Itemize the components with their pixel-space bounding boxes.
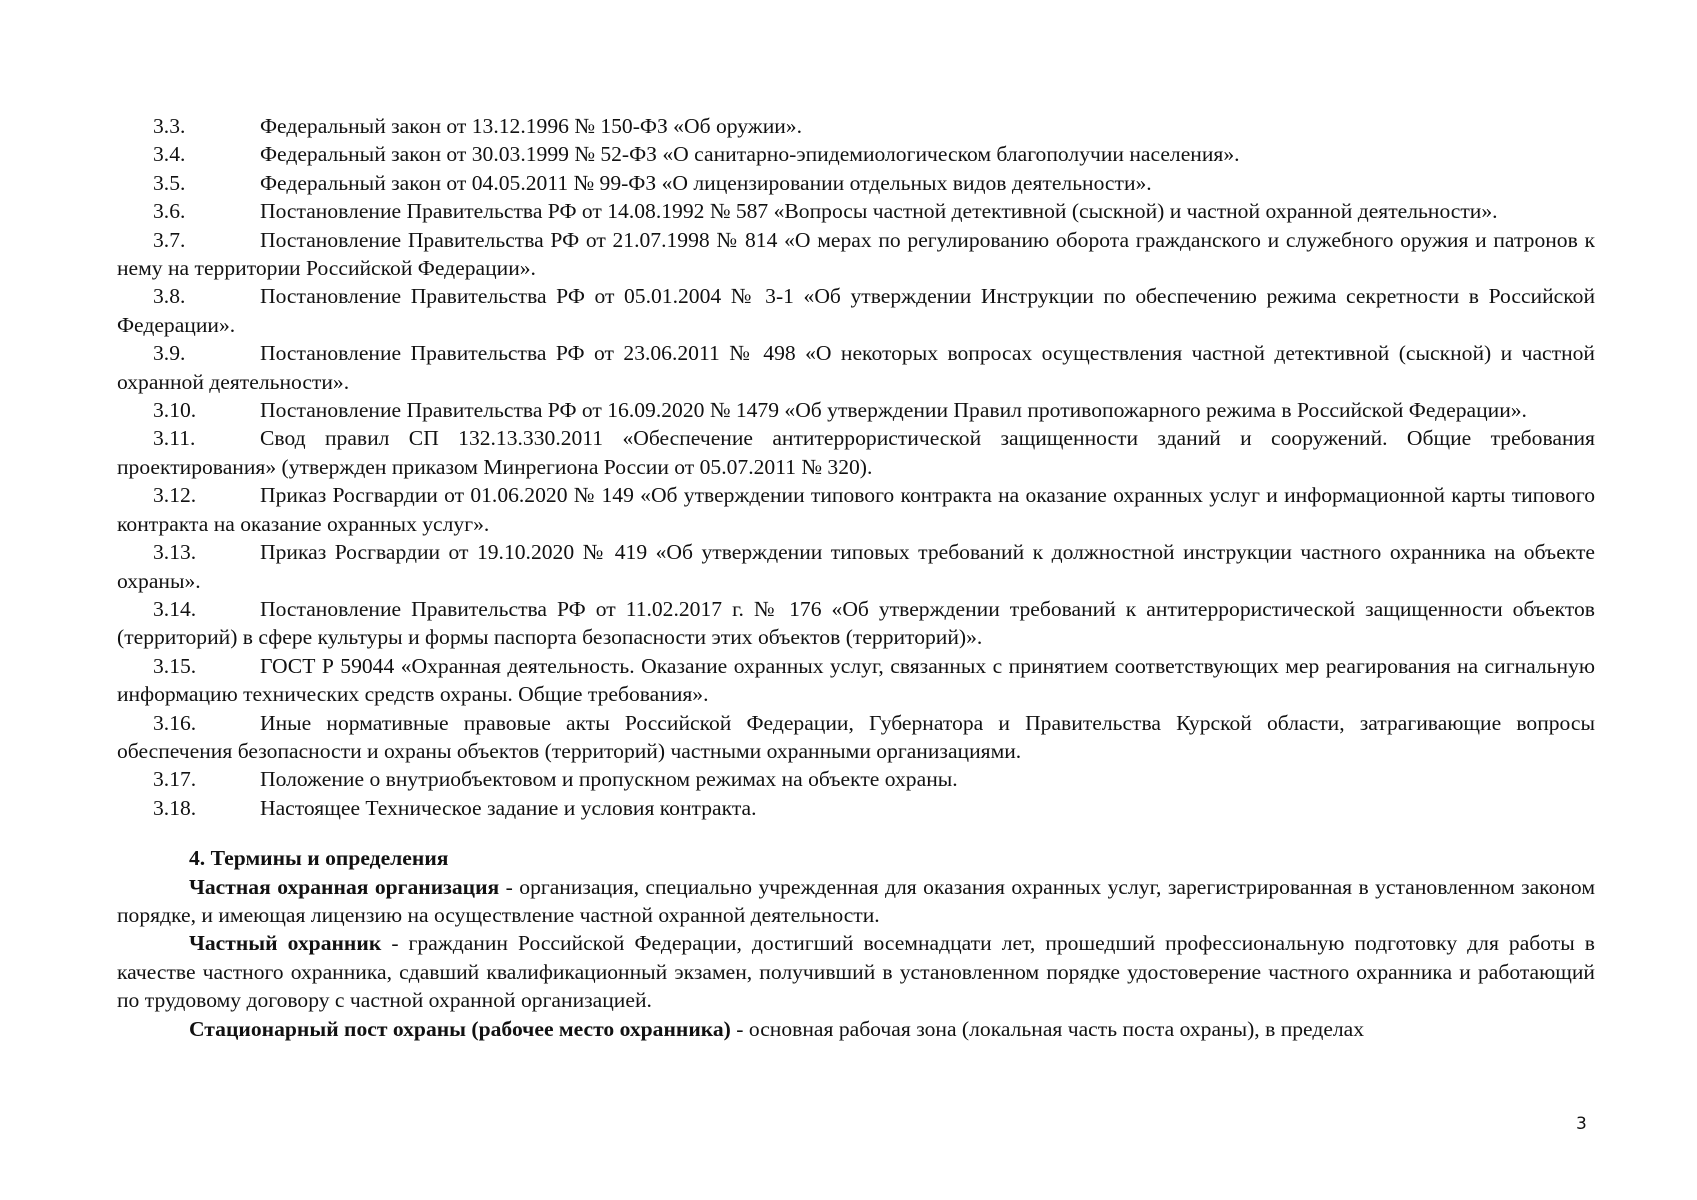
item-number: 3.16.: [153, 710, 197, 735]
item-text: Положение о внутриобъектовом и пропускном режимах на объекте охраны.: [260, 767, 958, 792]
definition-paragraph: [117, 1015, 1595, 1043]
item-number: 3.9.: [153, 341, 186, 366]
item-text: Федеральный закон от 30.03.1999 № 52-ФЗ «О санитарно-эпидемиологическом благополучии населения».: [260, 142, 1240, 167]
list-item: [117, 538, 1595, 595]
list-item: [117, 226, 1595, 283]
item-number: 3.3.: [153, 114, 186, 138]
references-list: [117, 112, 1595, 822]
list-item: [117, 652, 1595, 709]
definition-text: - гражданин Российской Федерации, достигший восемнадцати лет, прошедший профессиональную подготовку для работы в качестве частного охранника, сдавший квалификационный экзамен, получивший в установленном порядке удостоверение частного охранника и работающий по трудовому договору с частной охранной организацией.: [117, 931, 1595, 1013]
item-number: 3.14.: [153, 596, 197, 621]
definition-term: Частный охранник: [189, 931, 382, 956]
item-number: 3.8.: [153, 284, 186, 309]
list-item: [117, 595, 1595, 652]
document-body: [117, 112, 1595, 1043]
page-number: 3: [1576, 1114, 1587, 1134]
item-text: Федеральный закон от 13.12.1996 № 150-ФЗ «Об оружии».: [260, 114, 803, 138]
item-text: Постановление Правительства РФ от 21.07.1998 № 814 «О мерах по регулированию оборота гражданского и служебного оружия и патронов к нему на территории Российской Федерации».: [117, 227, 1595, 281]
definition-text: - основная рабочая зона (локальная часть поста охраны), в пределах: [730, 1016, 1365, 1041]
definition-term: Стационарный пост охраны (рабочее место охранника): [189, 1016, 731, 1041]
item-text: Федеральный закон от 04.05.2011 № 99-ФЗ «О лицензировании отдельных видов деятельности».: [260, 170, 1152, 195]
list-item: [117, 282, 1595, 339]
list-item: [117, 481, 1595, 538]
item-number: 3.15.: [153, 653, 197, 678]
item-text: Постановление Правительства РФ от 23.06.2011 № 498 «О некоторых вопросах осуществления частной детективной (сыскной) и частной охранной деятельности».: [117, 341, 1595, 394]
item-text: Приказ Росгвардии от 01.06.2020 № 149 «Об утверждении типового контракта на оказание охранных услуг и информационной карты типового контракта на оказание охранных услуг».: [117, 483, 1595, 536]
item-number: 3.5.: [153, 170, 186, 195]
section-heading: 4. Термины и определения: [189, 846, 449, 871]
item-text: Приказ Росгвардии от 19.10.2020 № 419 «Об утверждении типовых требований к должностной инструкции частного охранника на объекте охраны».: [117, 540, 1595, 593]
list-item: [117, 169, 1595, 197]
item-text: Постановление Правительства РФ от 05.01.2004 № 3-1 «Об утверждении Инструкции по обеспечению режима секретности в Российской Федерации».: [117, 284, 1595, 337]
item-text: ГОСТ Р 59044 «Охранная деятельность. Оказание охранных услуг, связанных с принятием соответствующих мер реагирования на сигнальную информацию технических средств охраны. Общие требования».: [117, 653, 1595, 707]
item-number: 3.18.: [153, 795, 197, 820]
list-item: [117, 765, 1595, 793]
item-number: 3.12.: [153, 483, 197, 508]
list-item: [117, 112, 1595, 140]
item-number: 3.7.: [153, 227, 186, 252]
list-item: [117, 709, 1595, 766]
item-text: Постановление Правительства РФ от 14.08.1992 № 587 «Вопросы частной детективной (сыскной) и частной охранной деятельности».: [260, 199, 1498, 224]
item-text: Иные нормативные правовые акты Российской Федерации, Губернатора и Правительства Курской области, затрагивающие вопросы обеспечения безопасности и охраны объектов (территорий) частными охранными организациями.: [117, 710, 1595, 763]
list-item: [117, 339, 1595, 396]
definition-text: - организация, специально учрежденная для оказания охранных услуг, зарегистрированная в установленном законом порядке, и имеющая лицензию на осуществление частной охранной деятельности.: [117, 874, 1595, 927]
definition-paragraph: [117, 929, 1595, 1014]
list-item: [117, 424, 1595, 481]
list-item: [117, 794, 1595, 822]
definition-paragraph: [117, 873, 1595, 930]
item-text: Настоящее Техническое задание и условия контракта.: [260, 795, 757, 820]
item-number: 3.13.: [153, 540, 197, 565]
terms-section: [117, 844, 1595, 1043]
definition-term: Частная охранная организация: [189, 874, 500, 899]
item-number: 3.10.: [153, 398, 197, 423]
list-item: [117, 140, 1595, 168]
item-number: 3.4.: [153, 142, 186, 167]
item-text: Свод правил СП 132.13.330.2011 «Обеспечение антитеррористической защищенности зданий и сооружений. Общие требования проектирования» (утвержден приказом Минрегиона России от 05.07.2011 № 320).: [117, 426, 1595, 479]
list-item: [117, 197, 1595, 225]
item-number: 3.6.: [153, 199, 186, 224]
item-text: Постановление Правительства РФ от 11.02.2017 г. № 176 «Об утверждении требований к антитеррористической защищенности объектов (территорий) в сфере культуры и формы паспорта безопасности этих объектов (территорий)».: [117, 596, 1595, 650]
item-number: 3.11.: [153, 426, 196, 451]
item-number: 3.17.: [153, 767, 197, 792]
list-item: [117, 396, 1595, 424]
item-text: Постановление Правительства РФ от 16.09.2020 № 1479 «Об утверждении Правил противопожарного режима в Российской Федерации».: [260, 398, 1527, 423]
